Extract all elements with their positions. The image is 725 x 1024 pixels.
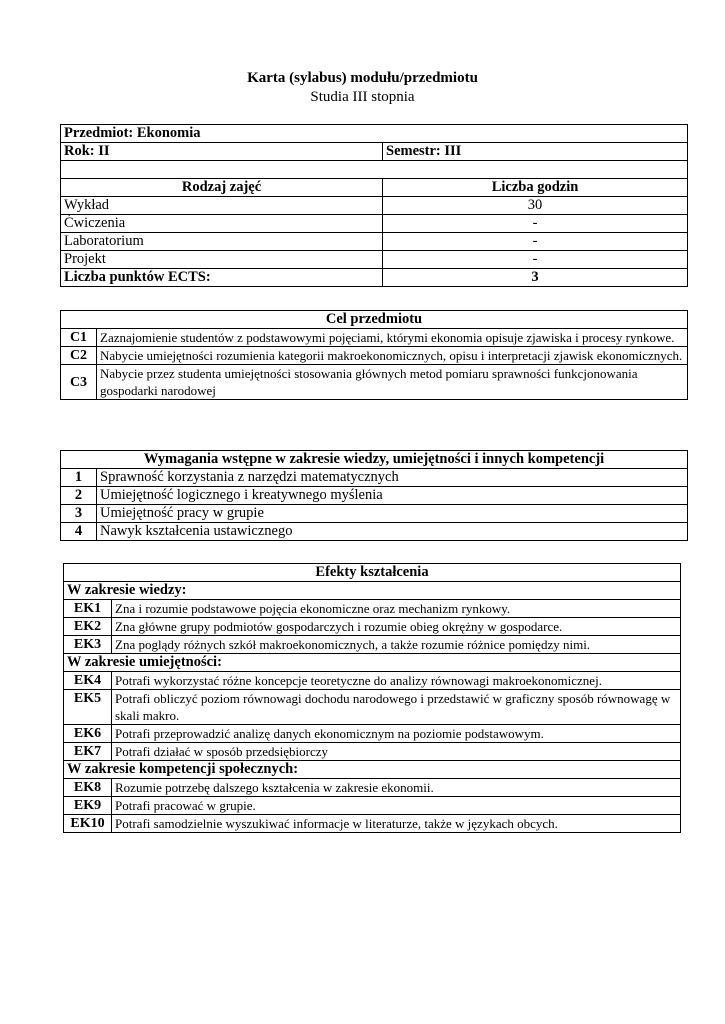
subject-cell: Przedmiot: Ekonomia [61,125,688,143]
outcome-code: EK2 [64,618,112,636]
outcome-text: Zna poglądy różnych szkół makroekonomicznych, a także rozumie różnice pomiędzy nimi. [112,636,681,654]
table-row [61,365,688,400]
requirement-number: 4 [61,523,97,541]
table-row [61,469,688,487]
requirement-number: 1 [61,469,97,487]
table-row [64,725,681,743]
table-row [61,487,688,505]
outcomes-header: Efekty kształcenia [64,564,681,582]
table-row [61,505,688,523]
class-type-cell: Wykład [61,197,383,215]
requirement-text: Umiejętność logicznego i kreatywnego myślenia [97,487,688,505]
hours-cell: - [383,215,688,233]
table-row [64,779,681,797]
subject-info-table [60,124,688,287]
outcome-code: EK7 [64,743,112,761]
knowledge-section-label: W zakresie wiedzy: [64,582,681,600]
class-type-cell: Ćwiczenia [61,215,383,233]
table-row [61,251,688,269]
goal-code: C2 [61,347,97,365]
blank-row [61,161,688,179]
class-type-cell: Laboratorium [61,233,383,251]
outcome-code: EK4 [64,672,112,690]
requirement-number: 2 [61,487,97,505]
table-row [61,329,688,347]
requirement-text: Nawyk kształcenia ustawicznego [97,523,688,541]
requirement-text: Sprawność korzystania z narzędzi matematycznych [97,469,688,487]
hours-cell: 30 [383,197,688,215]
requirements-table [60,450,688,541]
outcome-code: EK10 [64,815,112,833]
outcome-code: EK6 [64,725,112,743]
outcome-text: Potrafi samodzielnie wyszukiwać informacje w literaturze, także w językach obcych. [112,815,681,833]
table-row [64,690,681,725]
social-section-label: W zakresie kompetencji społecznych: [64,761,681,779]
table-row [61,523,688,541]
outcome-text: Potrafi działać w sposób przedsiębiorczy [112,743,681,761]
ects-value: 3 [383,269,688,287]
semester-cell: Semestr: III [383,143,688,161]
document-subtitle: Studia III stopnia [310,89,415,105]
table-row [61,233,688,251]
outcome-code: EK9 [64,797,112,815]
hours-header: Liczba godzin [383,179,688,197]
skills-section-label: W zakresie umiejętności: [64,654,681,672]
outcome-code: EK3 [64,636,112,654]
requirements-header: Wymagania wstępne w zakresie wiedzy, umiejętności i innych kompetencji [61,451,688,469]
class-type-header: Rodzaj zajęć [61,179,383,197]
hours-cell: - [383,233,688,251]
goal-text: Nabycie umiejętności rozumienia kategorii makroekonomicznych, opisu i interpretacji zjawisk ekonomicznych. [97,347,688,365]
outcome-text: Rozumie potrzebę dalszego kształcenia w zakresie ekonomii. [112,779,681,797]
goal-code: C1 [61,329,97,347]
outcome-text: Potrafi przeprowadzić analizę danych ekonomicznym na poziomie podstawowym. [112,725,681,743]
goal-text: Zaznajomienie studentów z podstawowymi pojęciami, którymi ekonomia opisuje zjawiska i procesy rynkowe. [97,329,688,347]
outcome-code: EK5 [64,690,112,725]
outcome-text: Zna główne grupy podmiotów gospodarczych i rozumie obieg okrężny w gospodarce. [112,618,681,636]
requirement-text: Umiejętność pracy w grupie [97,505,688,523]
goals-header: Cel przedmiotu [61,311,688,329]
outcome-text: Zna i rozumie podstawowe pojęcia ekonomiczne oraz mechanizm rynkowy. [112,600,681,618]
goal-text: Nabycie przez studenta umiejętności stosowania głównych metod pomiaru sprawności funkcjonowania gospodarki narodowej [97,365,688,400]
class-type-cell: Projekt [61,251,383,269]
table-row [64,636,681,654]
table-row [61,197,688,215]
outcome-text: Potrafi wykorzystać różne koncepcje teoretyczne do analizy równowagi makroekonomicznej. [112,672,681,690]
course-goals-table [60,310,688,400]
goal-code: C3 [61,365,97,400]
outcome-text: Potrafi obliczyć poziom równowagi dochodu narodowego i przedstawić w graficzny sposób równowagę w skali makro. [112,690,681,725]
hours-cell: - [383,251,688,269]
table-row [61,347,688,365]
learning-outcomes-table [63,563,681,833]
table-row [64,743,681,761]
document-title: Karta (sylabus) modułu/przedmiotu [247,70,478,86]
table-row [64,797,681,815]
table-row [64,618,681,636]
outcome-text: Potrafi pracować w grupie. [112,797,681,815]
table-row [64,815,681,833]
table-row [64,600,681,618]
requirement-number: 3 [61,505,97,523]
table-row [61,215,688,233]
table-row [64,672,681,690]
outcome-code: EK1 [64,600,112,618]
outcome-code: EK8 [64,779,112,797]
year-cell: Rok: II [61,143,383,161]
ects-label: Liczba punktów ECTS: [61,269,383,287]
